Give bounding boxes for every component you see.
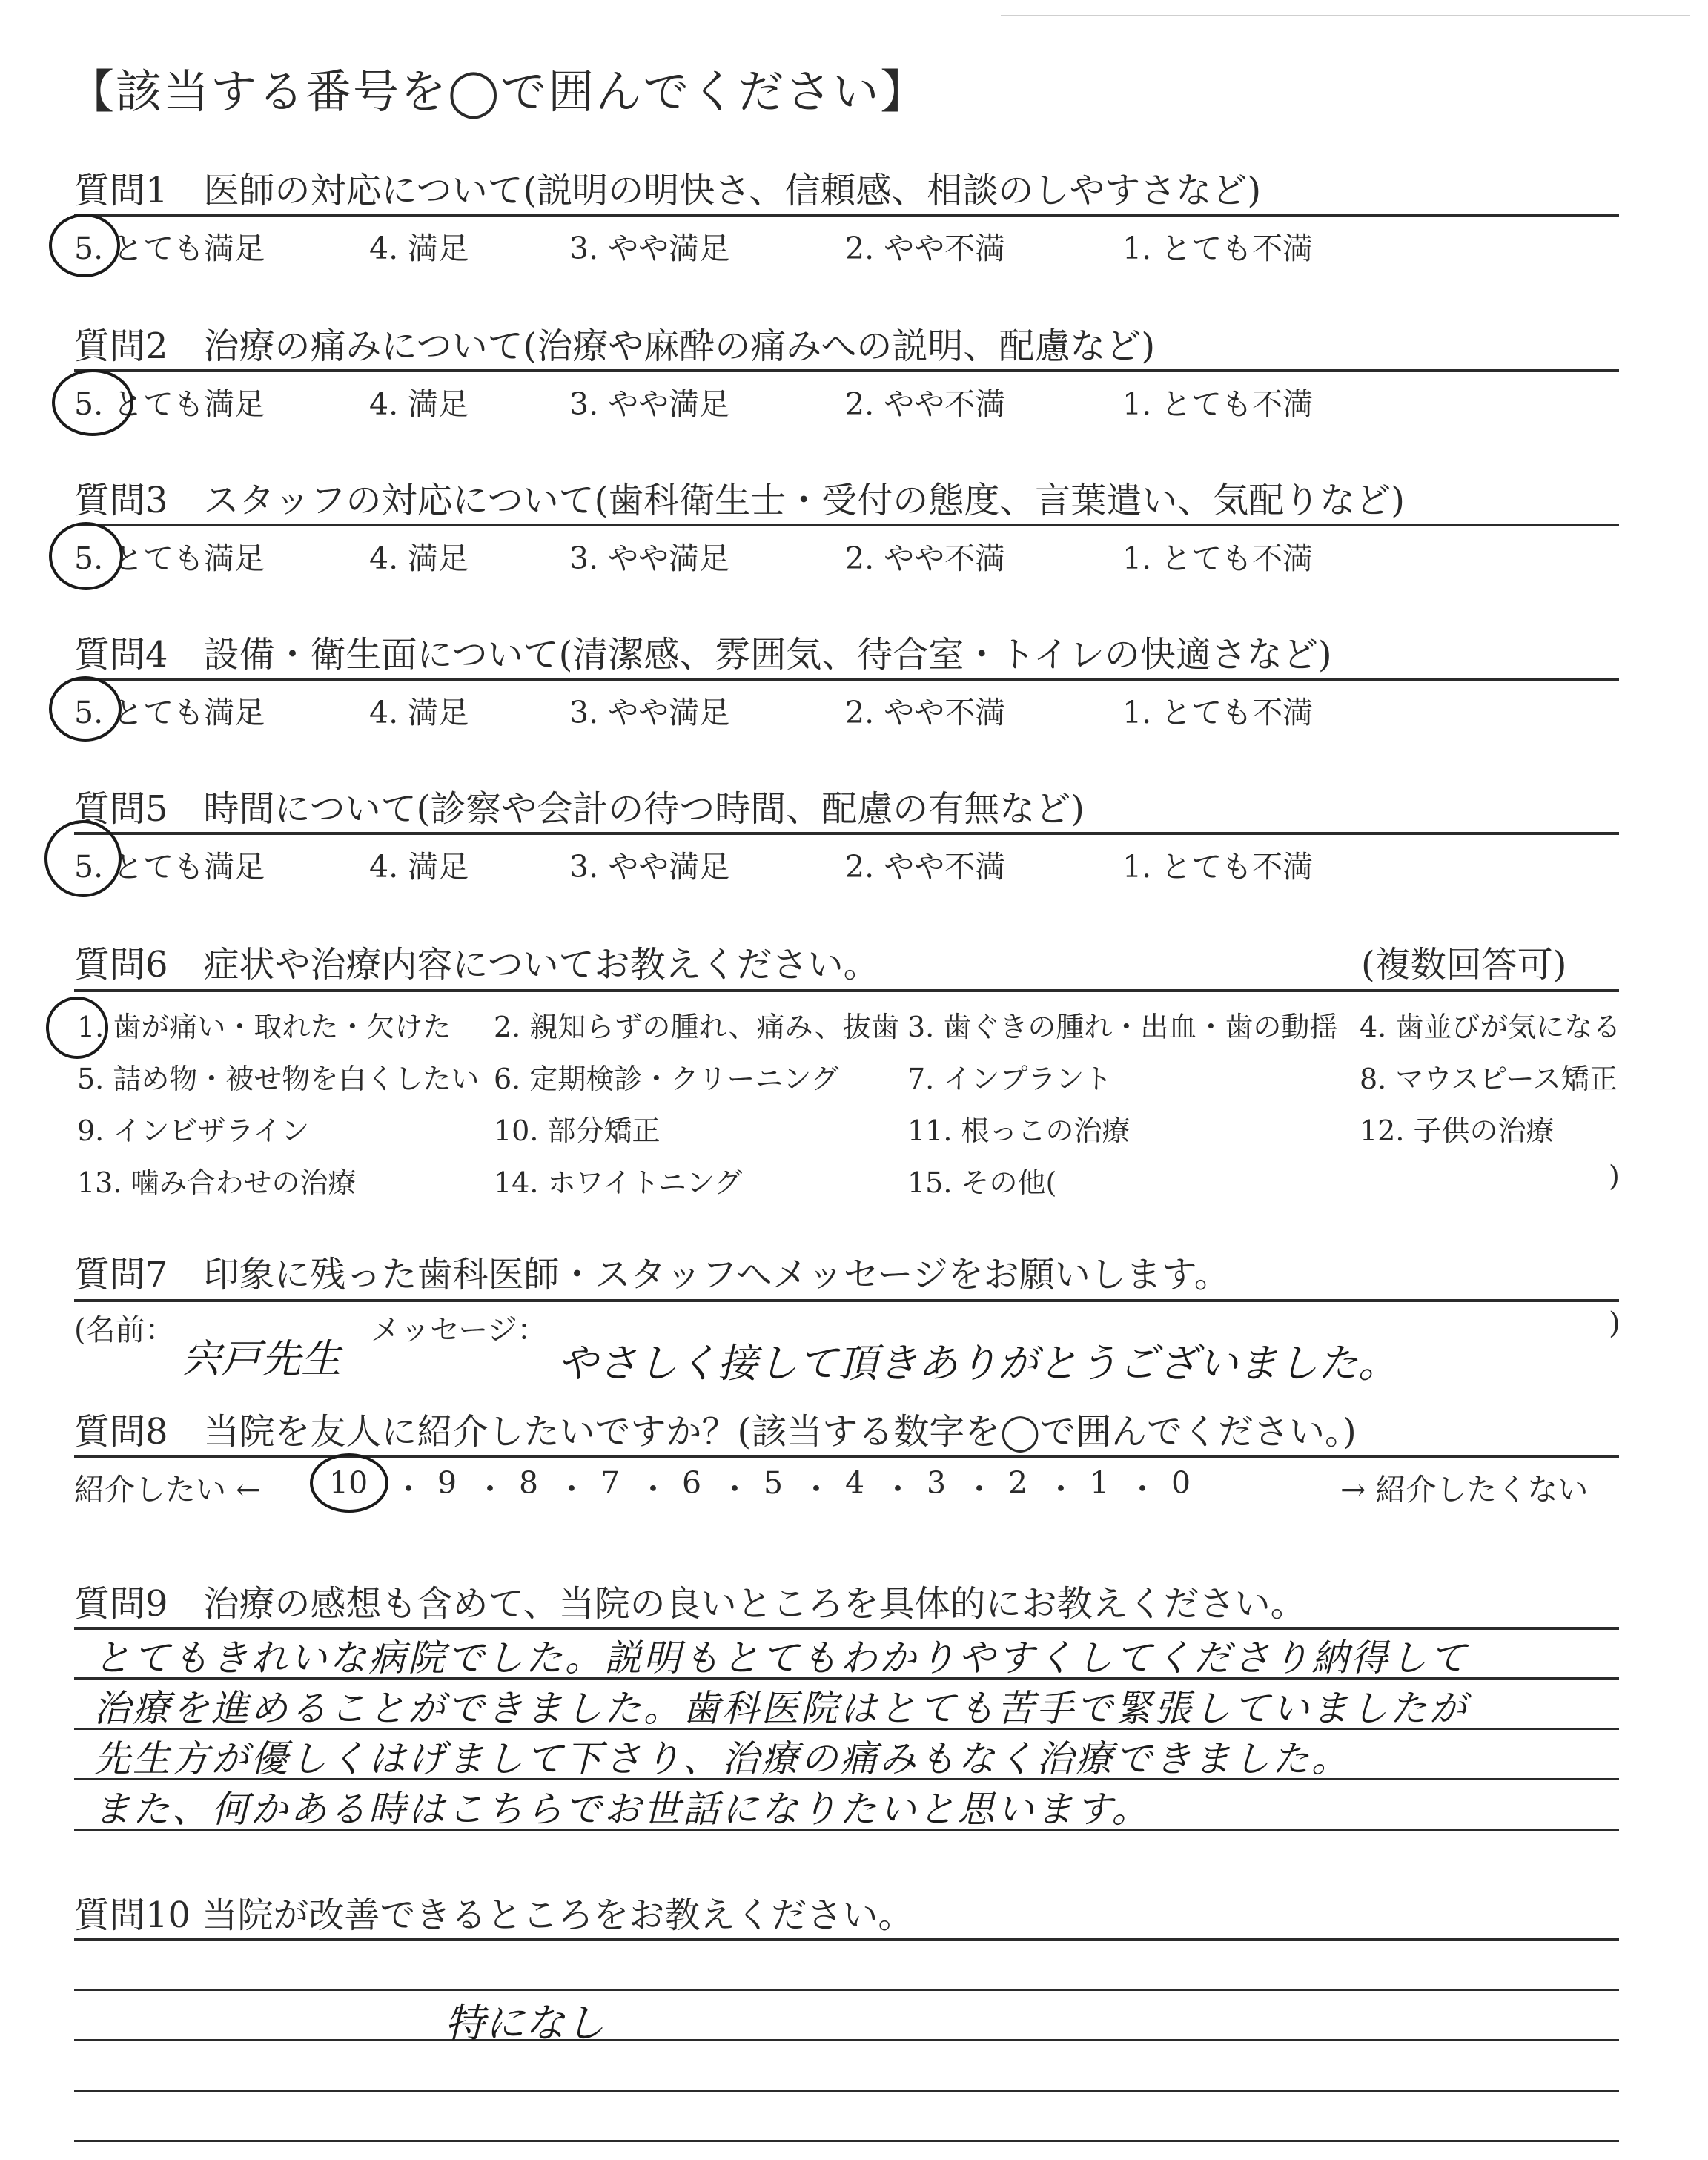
q4-option-1[interactable]: 1. とても不満 xyxy=(1122,695,1314,730)
q8-scale-7[interactable]: 7 xyxy=(600,1465,620,1501)
q1-option-5[interactable]: 5. とても満足 xyxy=(74,231,265,266)
q8-scale-3[interactable]: 3 xyxy=(927,1465,947,1501)
q10-answer-line xyxy=(74,2039,1619,2041)
q8-scale-4[interactable]: 4 xyxy=(845,1465,865,1501)
question-1-title: 質問1 医師の対応について(説明の明快さ、信頼感、相談のしやすさなど) xyxy=(74,170,1262,211)
question-6-note: (複数回答可) xyxy=(1361,944,1567,985)
q8-dot: ・ xyxy=(638,1471,669,1507)
q8-dot: ・ xyxy=(393,1471,425,1507)
q6-other-close-paren: ) xyxy=(1609,1160,1620,1192)
q1-option-2[interactable]: 2. やや不満 xyxy=(845,231,1006,266)
q8-scale-6[interactable]: 6 xyxy=(682,1465,702,1501)
q8-dot: ・ xyxy=(1045,1471,1077,1507)
q1-option-1[interactable]: 1. とても不満 xyxy=(1122,231,1314,266)
question-3-title: 質問3 スタッフの対応について(歯科衛生士・受付の態度、言葉遣い、気配りなど) xyxy=(74,480,1406,521)
q1-option-4[interactable]: 4. 満足 xyxy=(369,231,469,266)
q6-option-3[interactable]: 3. 歯ぐきの腫れ・出血・歯の動揺 xyxy=(907,1011,1338,1043)
q4-option-2[interactable]: 2. やや不満 xyxy=(845,695,1006,730)
q2-option-1[interactable]: 1. とても不満 xyxy=(1122,386,1314,422)
q3-option-5[interactable]: 5. とても満足 xyxy=(74,541,265,576)
q10-answer[interactable]: 特になし xyxy=(445,2000,605,2047)
q6-option-10[interactable]: 10. 部分矯正 xyxy=(494,1114,661,1147)
q6-option-12[interactable]: 12. 子供の治療 xyxy=(1360,1114,1555,1147)
q5-option-3[interactable]: 3. やや満足 xyxy=(569,849,730,885)
q6-option-7[interactable]: 7. インプラント xyxy=(907,1063,1113,1095)
q8-dot: ・ xyxy=(474,1471,506,1507)
q6-option-8[interactable]: 8. マウスピース矯正 xyxy=(1360,1063,1618,1095)
question-4-rule xyxy=(74,678,1619,681)
q9-answer-line-3[interactable]: 先生方が優しくはげまして下さり、治療の痛みもなく治療できました。 xyxy=(93,1737,1351,1780)
q6-option-5[interactable]: 5. 詰め物・被せ物を白くしたい xyxy=(77,1063,480,1095)
question-5-rule xyxy=(74,832,1619,835)
q8-scale-2[interactable]: 2 xyxy=(1008,1465,1028,1501)
q3-option-1[interactable]: 1. とても不満 xyxy=(1122,541,1314,576)
q8-right-label: → 紹介したくない xyxy=(1340,1472,1589,1507)
q2-option-3[interactable]: 3. やや満足 xyxy=(569,386,730,422)
q9-answer-line-4[interactable]: また、何かある時はこちらでお世話になりたいと思います。 xyxy=(93,1788,1151,1831)
q5-selection-circle xyxy=(44,820,122,897)
q7-name-label: (名前： xyxy=(74,1313,175,1347)
q8-scale-1[interactable]: 1 xyxy=(1090,1465,1110,1501)
question-7-title: 質問7 印象に残った歯科医師・スタッフへメッセージをお願いします。 xyxy=(74,1254,1230,1295)
q2-option-2[interactable]: 2. やや不満 xyxy=(845,386,1006,422)
q3-selection-circle xyxy=(49,522,123,590)
q3-option-3[interactable]: 3. やや満足 xyxy=(569,541,730,576)
q6-selection-circle xyxy=(46,997,108,1059)
q8-scale-10[interactable]: 10 xyxy=(329,1465,368,1501)
q8-left-label: 紹介したい ← xyxy=(74,1472,262,1507)
q2-option-4[interactable]: 4. 満足 xyxy=(369,386,469,422)
question-2-title: 質問2 治療の痛みについて(治療や麻酔の痛みへの説明、配慮など) xyxy=(74,326,1156,367)
q6-option-9[interactable]: 9. インビザライン xyxy=(77,1114,310,1147)
q4-option-3[interactable]: 3. やや満足 xyxy=(569,695,730,730)
q6-option-2[interactable]: 2. 親知らずの腫れ、痛み、抜歯 xyxy=(494,1011,899,1043)
q4-option-5[interactable]: 5. とても満足 xyxy=(74,695,265,730)
q6-option-11[interactable]: 11. 根っこの治療 xyxy=(907,1114,1131,1147)
q1-selection-circle xyxy=(49,214,120,277)
q8-dot: ・ xyxy=(719,1471,751,1507)
q8-dot: ・ xyxy=(801,1471,833,1507)
q8-dot: ・ xyxy=(556,1471,588,1507)
q8-scale-0[interactable]: 0 xyxy=(1171,1465,1191,1501)
q4-selection-circle xyxy=(49,676,122,742)
q9-answer-line-1[interactable]: とてもきれいな病院でした。説明もとてもわかりやすくしてくださり納得して xyxy=(93,1636,1469,1680)
question-5-title: 質問5 時間について(診察や会計の待つ時間、配慮の有無など) xyxy=(74,788,1085,830)
question-6-title: 質問6 症状や治療内容についてお教えください。 xyxy=(74,944,879,985)
q6-option-15[interactable]: 15. その他( xyxy=(907,1166,1057,1199)
scan-edge-line xyxy=(1001,15,1690,16)
question-10-rule xyxy=(74,1938,1619,1941)
question-8-title: 質問8 当院を友人に紹介したいですか？(該当する数字を◯で囲んでください。) xyxy=(74,1411,1357,1453)
q7-message-label: メッセージ： xyxy=(371,1313,547,1347)
q4-option-4[interactable]: 4. 満足 xyxy=(369,695,469,730)
q8-dot: ・ xyxy=(964,1471,996,1507)
q10-answer-line xyxy=(74,2140,1619,2142)
question-6-rule xyxy=(74,989,1619,992)
q8-scale-5[interactable]: 5 xyxy=(764,1465,784,1501)
q2-selection-circle xyxy=(52,369,133,436)
q6-option-6[interactable]: 6. 定期検診・クリーニング xyxy=(494,1063,839,1095)
question-10-title: 質問10 当院が改善できるところをお教えください。 xyxy=(74,1895,914,1936)
q9-answer-line-2[interactable]: 治療を進めることができました。歯科医院はとても苦手で緊張していましたが xyxy=(93,1687,1469,1730)
question-8-rule xyxy=(74,1455,1619,1458)
q6-option-4[interactable]: 4. 歯並びが気になる xyxy=(1360,1011,1621,1043)
q3-option-4[interactable]: 4. 満足 xyxy=(369,541,469,576)
q7-close-paren: ) xyxy=(1609,1307,1621,1341)
q5-option-4[interactable]: 4. 満足 xyxy=(369,849,469,885)
q1-option-3[interactable]: 3. やや満足 xyxy=(569,231,730,266)
q5-option-1[interactable]: 1. とても不満 xyxy=(1122,849,1314,885)
instruction-heading: 【該当する番号を◯で囲んでください】 xyxy=(68,65,928,119)
q8-dot: ・ xyxy=(1127,1471,1159,1507)
q5-option-2[interactable]: 2. やや不満 xyxy=(845,849,1006,885)
q7-name-value[interactable]: 宍戸先生 xyxy=(181,1335,341,1382)
q8-scale-8[interactable]: 8 xyxy=(519,1465,539,1501)
q6-option-13[interactable]: 13. 噛み合わせの治療 xyxy=(77,1166,357,1199)
question-2-rule xyxy=(74,369,1619,372)
question-4-title: 質問4 設備・衛生面について(清潔感、雰囲気、待合室・トイレの快適さなど) xyxy=(74,634,1332,676)
q6-option-14[interactable]: 14. ホワイトニング xyxy=(494,1166,743,1199)
question-9-title: 質問9 治療の感想も含めて、当院の良いところを具体的にお教えください。 xyxy=(74,1583,1306,1625)
q8-dot: ・ xyxy=(882,1471,914,1507)
question-1-rule xyxy=(74,214,1619,217)
q2-option-5[interactable]: 5. とても満足 xyxy=(74,386,265,422)
q10-answer-line xyxy=(74,2090,1619,2092)
q6-option-1[interactable]: 1. 歯が痛い・取れた・欠けた xyxy=(77,1011,451,1043)
q7-message-value[interactable]: やさしく接して頂きありがとうございました。 xyxy=(557,1340,1398,1387)
q10-answer-line xyxy=(74,1989,1619,1991)
q8-scale-9[interactable]: 9 xyxy=(437,1465,457,1501)
q3-option-2[interactable]: 2. やや不満 xyxy=(845,541,1006,576)
question-7-rule xyxy=(74,1299,1619,1302)
question-3-rule xyxy=(74,524,1619,526)
q5-option-5[interactable]: 5. とても満足 xyxy=(74,849,265,885)
q8-selection-circle xyxy=(310,1453,388,1513)
